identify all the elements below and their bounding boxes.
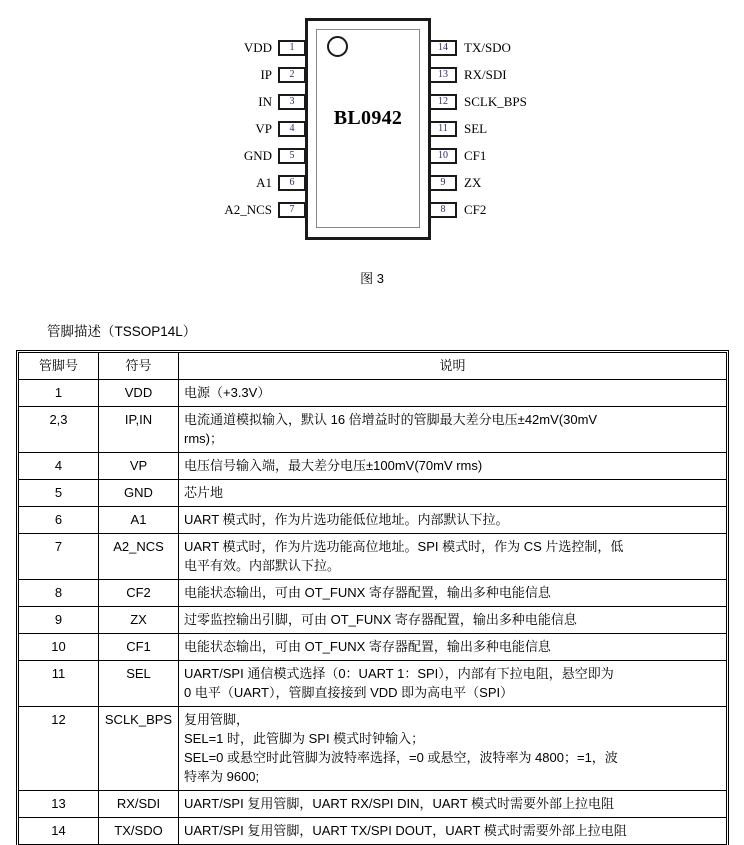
cell-symbol: VP [99, 453, 179, 480]
pin-label-cf1: CF1 [464, 148, 487, 163]
cell-symbol: ZX [99, 607, 179, 634]
cell-description [179, 380, 727, 407]
cell-symbol: SCLK_BPS [99, 707, 179, 791]
pin-label-cf2: CF2 [464, 202, 487, 217]
pin-label-gnd: GND [243, 148, 272, 163]
table-row [19, 707, 727, 791]
pin-label-zx: ZX [464, 175, 482, 190]
pin-label-in: IN [258, 94, 272, 109]
col-header-pin-number: 管脚号 [19, 353, 99, 380]
description-line: SEL=1 时，此管脚为 SPI 模式时钟输入； [184, 731, 425, 746]
pin-box-11: 11 [429, 121, 457, 137]
description-line: 电能状态输出，可由 OT_FUNX 寄存器配置，输出多种电能信息 [184, 639, 551, 654]
description-line: UART/SPI 复用管脚，UART TX/SPI DOUT，UART 模式时需要外部上拉电阻 [184, 823, 627, 838]
cell-symbol: A1 [99, 507, 179, 534]
cell-description [179, 634, 727, 661]
table-row [19, 580, 727, 607]
pin-box-4: 4 [278, 121, 306, 137]
pin-label-rx-sdi: RX/SDI [464, 67, 507, 82]
table-row [19, 380, 727, 407]
cell-symbol: GND [99, 480, 179, 507]
cell-description [179, 818, 727, 845]
chip-part-number: BL0942 [333, 107, 403, 129]
pin-description-table [18, 352, 727, 845]
pin-box-14: 14 [429, 40, 457, 56]
description-line: UART/SPI 通信模式选择（0：UART 1：SPI），内部有下拉电阻，悬空即为 [184, 666, 614, 681]
cell-symbol: RX/SDI [99, 791, 179, 818]
pin-description-table-body [19, 380, 727, 845]
cell-pin-number: 1 [19, 380, 99, 407]
table-row [19, 661, 727, 707]
cell-description [179, 507, 727, 534]
pin-label-sel: SEL [464, 121, 488, 136]
cell-pin-number: 9 [19, 607, 99, 634]
description-line: 复用管脚， [184, 712, 250, 727]
pin-description-table-container [18, 352, 726, 845]
section-heading: 管脚描述（TSSOP14L） [47, 324, 197, 339]
table-row [19, 534, 727, 580]
pin-box-9: 9 [429, 175, 457, 191]
description-line: rms)； [184, 431, 223, 446]
cell-pin-number: 13 [19, 791, 99, 818]
cell-pin-number: 11 [19, 661, 99, 707]
cell-symbol: VDD [99, 380, 179, 407]
table-row [19, 634, 727, 661]
cell-description [179, 661, 727, 707]
cell-symbol: SEL [99, 661, 179, 707]
pin-box-3: 3 [278, 94, 306, 110]
col-header-symbol: 符号 [99, 353, 179, 380]
col-header-description: 说明 [179, 353, 727, 380]
description-line: 0 电平（UART），管脚直接接到 VDD 即为高电平（SPI） [184, 685, 514, 700]
table-row [19, 607, 727, 634]
description-line: UART 模式时，作为片选功能高位地址。SPI 模式时，作为 CS 片选控制，低 [184, 539, 624, 554]
cell-pin-number: 12 [19, 707, 99, 791]
cell-pin-number: 2,3 [19, 407, 99, 453]
pin-label-a2-ncs: A2_NCS [224, 202, 272, 217]
description-line: 特率为 9600; [184, 769, 260, 784]
pin-label-vdd: VDD [243, 40, 272, 55]
pin-box-8: 8 [429, 202, 457, 218]
cell-pin-number: 7 [19, 534, 99, 580]
table-row [19, 791, 727, 818]
pin-box-1: 1 [278, 40, 306, 56]
table-header-row [19, 353, 727, 380]
figure-caption: 图 3 [360, 271, 384, 286]
cell-description [179, 453, 727, 480]
cell-description [179, 480, 727, 507]
pin-label-a1: A1 [256, 175, 272, 190]
cell-symbol: TX/SDO [99, 818, 179, 845]
pin-label-vp: VP [255, 121, 272, 136]
cell-pin-number: 5 [19, 480, 99, 507]
cell-description [179, 534, 727, 580]
chip-package-diagram [0, 0, 744, 258]
description-line: 电平有效。内部默认下拉。 [184, 558, 341, 573]
description-line: SEL=0 或悬空时此管脚为波特率选择，=0 或悬空，波特率为 4800；=1，波 [184, 750, 618, 765]
table-row [19, 818, 727, 845]
pin-box-5: 5 [278, 148, 306, 164]
pin-box-2: 2 [278, 67, 306, 83]
description-line: 电源（+3.3V） [184, 385, 271, 400]
description-line: UART/SPI 复用管脚，UART RX/SPI DIN，UART 模式时需要外部上拉电阻 [184, 796, 615, 811]
cell-description [179, 707, 727, 791]
table-row [19, 407, 727, 453]
cell-pin-number: 6 [19, 507, 99, 534]
pin-label-tx-sdo: TX/SDO [464, 40, 511, 55]
table-row [19, 507, 727, 534]
cell-symbol: IP,IN [99, 407, 179, 453]
cell-pin-number: 14 [19, 818, 99, 845]
pin-box-13: 13 [429, 67, 457, 83]
table-row [19, 453, 727, 480]
pin-label-ip: IP [260, 67, 272, 82]
cell-symbol: A2_NCS [99, 534, 179, 580]
cell-description [179, 580, 727, 607]
description-line: 电流通道模拟输入，默认 16 倍增益时的管脚最大差分电压±42mV(30mV [184, 412, 598, 427]
table-row [19, 480, 727, 507]
description-line: 芯片地 [184, 485, 224, 500]
pin-box-6: 6 [278, 175, 306, 191]
pin-label-sclk-bps: SCLK_BPS [464, 94, 527, 109]
cell-description [179, 791, 727, 818]
description-line: 电能状态输出，可由 OT_FUNX 寄存器配置，输出多种电能信息 [184, 585, 551, 600]
pin-box-12: 12 [429, 94, 457, 110]
pin1-marker-dot-icon [327, 36, 348, 57]
description-line: UART 模式时，作为片选功能低位地址。内部默认下拉。 [184, 512, 509, 527]
cell-pin-number: 8 [19, 580, 99, 607]
cell-pin-number: 10 [19, 634, 99, 661]
pin-box-7: 7 [278, 202, 306, 218]
cell-pin-number: 4 [19, 453, 99, 480]
pin-box-10: 10 [429, 148, 457, 164]
cell-symbol: CF2 [99, 580, 179, 607]
cell-description [179, 407, 727, 453]
description-line: 过零监控输出引脚，可由 OT_FUNX 寄存器配置，输出多种电能信息 [184, 612, 577, 627]
cell-symbol: CF1 [99, 634, 179, 661]
cell-description [179, 607, 727, 634]
description-line: 电压信号输入端，最大差分电压±100mV(70mV rms) [184, 458, 483, 473]
